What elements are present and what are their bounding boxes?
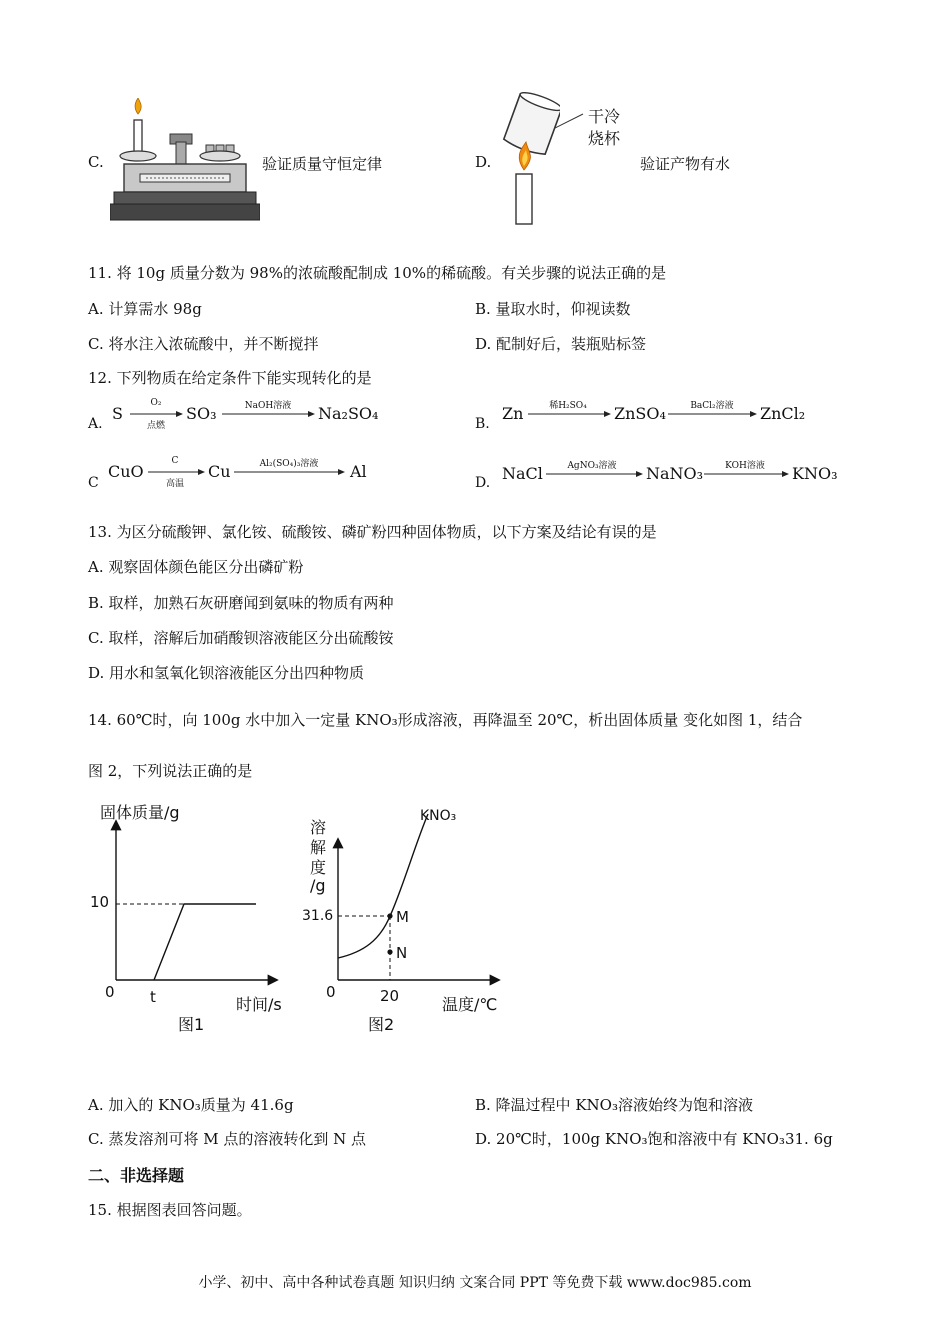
q12-stem: 12. 下列物质在给定条件下能实现转化的是 (88, 369, 372, 387)
q12-option-b-equation (502, 398, 842, 438)
fig2-y-label-char-1: 溶 (310, 818, 327, 837)
q11-option-c: C. 将水注入浓硫酸中，并不断搅拌 (88, 335, 319, 353)
fig2-curve-label: KNO₃ (420, 808, 457, 824)
fig1-y-label: 固体质量/g (100, 803, 180, 822)
q15-stem: 15. 根据图表回答问题。 (88, 1201, 252, 1219)
q12-d-cond1-top: AgNO₃溶液 (567, 461, 617, 471)
q12-a-species-1: S (112, 404, 123, 423)
q12-option-b-label: B. (475, 416, 490, 432)
q12-b-species-2: ZnSO₄ (614, 404, 666, 423)
q12-option-c-equation (108, 456, 428, 496)
q12-b-species-1: Zn (502, 404, 524, 423)
page-footer: 小学、初中、高中各种试卷真题 知识归纳 文案合同 PPT 等免费下载 www.doc985.com (198, 1275, 752, 1291)
q12-d-species-1: NaCl (502, 464, 543, 483)
q12-d-species-3: KNO₃ (792, 464, 838, 483)
q11-option-d: D. 配制好后，装瓶贴标签 (475, 335, 647, 353)
fig2-point-n (387, 949, 392, 954)
q12-c-species-3: Al (350, 462, 367, 481)
fig2-y-tick: 31.6 (302, 908, 334, 924)
q12-b-cond1-top: 稀H₂SO₄ (549, 401, 587, 411)
fig1-origin: 0 (105, 983, 115, 1001)
q12-a-species-3: Na₂SO₄ (318, 404, 379, 423)
q10-option-d-text: 验证产物有水 (640, 155, 731, 173)
q14-option-c: C. 蒸发溶剂可将 M 点的溶液转化到 N 点 (88, 1130, 367, 1148)
q12-option-a-equation (112, 398, 412, 438)
q13-option-d: D. 用水和氢氧化钡溶液能区分出四种物质 (88, 664, 365, 682)
fig2-kno3-curve (338, 814, 428, 958)
fig1-x-tick-t: t (150, 988, 156, 1006)
q12-a-arrow-1 (130, 410, 184, 418)
q12-c-cond1-top: C (171, 456, 179, 466)
q12-c-species-2: Cu (208, 462, 231, 481)
fig2-point-n-label: N (396, 944, 408, 962)
q14-option-d: D. 20℃时，100g KNO₃饱和溶液中有 KNO₃31. 6g (475, 1130, 833, 1148)
q12-c-species-1: CuO (108, 462, 144, 481)
q12-c-arrow-1 (148, 468, 206, 476)
q11-option-b: B. 量取水时，仰视读数 (475, 300, 631, 318)
q13-stem: 13. 为区分硫酸钾、氯化铵、硫酸铵、磷矿粉四种固体物质，以下方案及结论有误的是 (88, 523, 657, 541)
q12-b-species-3: ZnCl₂ (760, 404, 806, 423)
q10-option-c-label: C. (88, 153, 104, 171)
q12-a-cond1-bottom: 点燃 (146, 421, 165, 431)
q12-option-c-label: C (88, 475, 99, 491)
fig2-y-label-char-3: 度 (310, 858, 327, 877)
fig2-x-label: 温度/℃ (442, 995, 498, 1014)
q12-b-cond2-top: BaCl₂溶液 (690, 401, 734, 411)
q12-c-cond1-bottom: 高温 (165, 479, 184, 489)
beaker-label-bottom: 烧杯 (588, 129, 621, 148)
q10-option-d-label: D. (475, 153, 492, 171)
section-2-heading: 二、非选择题 (88, 1166, 185, 1185)
q12-c-arrow-2 (234, 468, 346, 476)
q12-d-arrow-2 (704, 470, 790, 478)
q12-option-a-label: A. (88, 416, 103, 432)
q14-option-b: B. 降温过程中 KNO₃溶液始终为饱和溶液 (475, 1096, 753, 1114)
q12-d-arrow-1 (546, 470, 644, 478)
q14-option-a: A. 加入的 KNO₃质量为 41.6g (88, 1096, 294, 1114)
q13-option-b: B. 取样，加熟石灰研磨闻到氨味的物质有两种 (88, 594, 394, 612)
q12-option-d-label: D. (475, 475, 491, 491)
q12-a-arrow-2 (222, 410, 316, 418)
fig1-caption: 图1 (178, 1015, 205, 1034)
q12-c-cond2-top: Al₂(SO₄)₃溶液 (259, 459, 319, 469)
fig2-y-label-unit: /g (310, 876, 326, 895)
fig2-point-m-label: M (396, 908, 409, 926)
beaker-candle-illustration (500, 92, 560, 226)
fig2-origin: 0 (326, 983, 336, 1001)
q13-option-a: A. 观察固体颜色能区分出磷矿粉 (88, 558, 304, 576)
q12-d-cond2-top: KOH溶液 (725, 461, 765, 471)
q12-a-cond2-top: NaOH溶液 (244, 401, 292, 411)
fig2-x-tick: 20 (380, 987, 400, 1005)
q11-stem: 11. 将 10g 质量分数为 98%的浓硫酸配制成 10%的稀硫酸。有关步骤的说法正确的是 (88, 264, 667, 282)
q10-option-c-text: 验证质量守恒定律 (262, 155, 383, 173)
q12-b-arrow-1 (528, 410, 612, 418)
fig2-y-label-char-2: 解 (310, 838, 327, 857)
q12-d-species-2: NaNO₃ (646, 464, 704, 483)
q12-b-arrow-2 (668, 410, 758, 418)
fig1-x-label: 时间/s (236, 995, 282, 1014)
q12-option-d-equation (502, 456, 862, 496)
q12-a-species-2: SO₃ (186, 404, 217, 423)
q14-stem-line-1: 14. 60℃时，向 100g 水中加入一定量 KNO₃形成溶液，再降温至 20℃，析出固体质量 变化如图 1，结合 (88, 711, 803, 729)
fig1-mass-curve (154, 904, 256, 980)
fig1-y-tick-10: 10 (90, 893, 110, 911)
balance-scale-illustration (110, 98, 260, 226)
q12-a-cond1-top: O₂ (150, 398, 162, 408)
fig2-caption: 图2 (368, 1015, 395, 1034)
beaker-label-top: 干冷 (588, 107, 621, 126)
q13-option-c: C. 取样，溶解后加硝酸钡溶液能区分出硫酸铵 (88, 629, 394, 647)
q11-option-a: A. 计算需水 98g (88, 300, 202, 318)
fig2-point-m (387, 913, 392, 918)
q14-stem-line-2: 图 2，下列说法正确的是 (88, 762, 253, 780)
